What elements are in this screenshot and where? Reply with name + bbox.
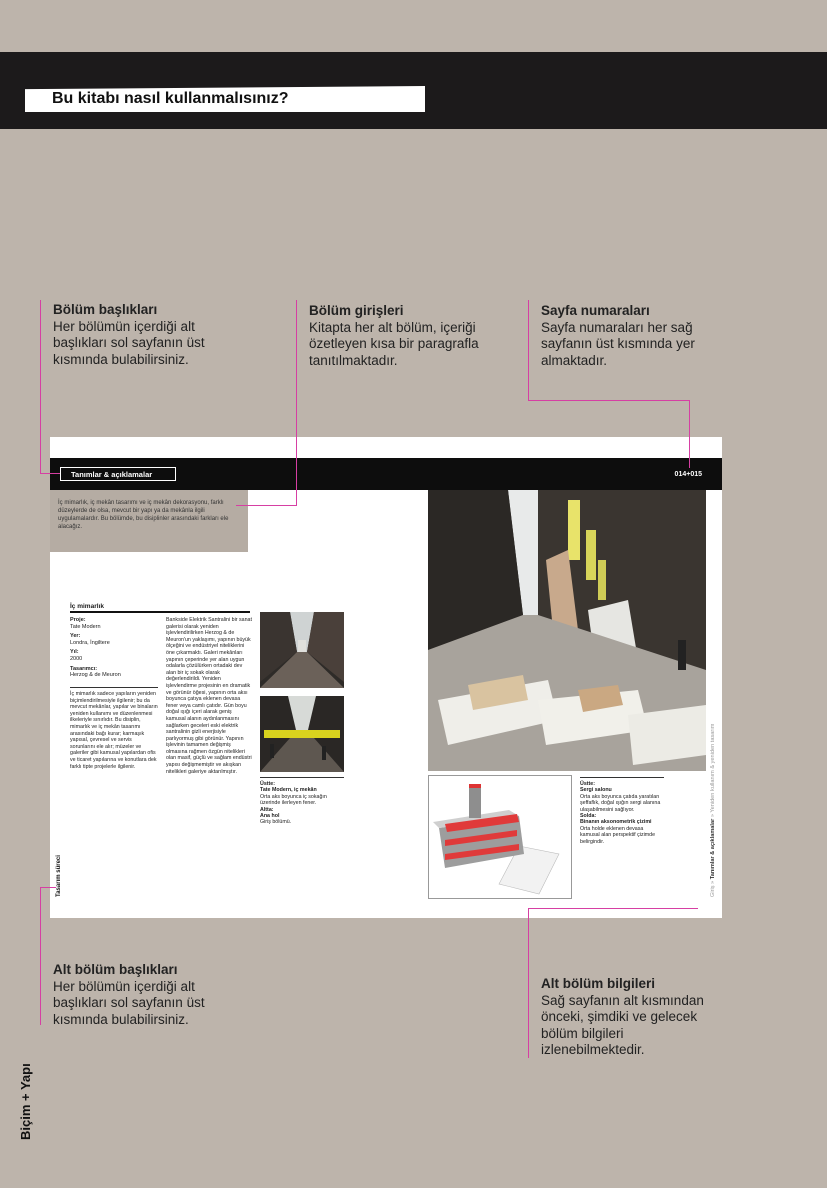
leader-line xyxy=(40,887,41,1025)
caption-title: Binanın aksonometrik çizimi xyxy=(580,819,652,826)
caption-title: Ana hol xyxy=(260,813,280,820)
annotation-heading: Alt bölüm başlıkları xyxy=(53,962,178,977)
annotation-text: Kitapta her alt bölüm, içeriği özetleyen kısa bir paragrafla tanıtılmaktadır. xyxy=(309,319,479,368)
leader-line xyxy=(528,300,529,401)
body-column-2: Bankside Elektrik Santralini bir sanat galerisi olarak yeniden işlevlendirilirken Herzog & de Meuron'un yaklaşımı, yapının büyük ölçeğini ve endüstriyel niteliklerini öne çıkarmaktı. Galeri mekânları yapının çeperinde yer alan uygun odalarla çözülürken ortadaki dev alan bir iç sokak olarak değerlendirildi. Yeniden işlevlendirme projesinin en dramatik ve görünür öğesi, yapının orta aksı boyunca çatıya eklenen devasa fener veya camlı çatıdır. Gün boyu doğal ışığı içeri alarak geniş kamusal alanın aydınlanmasını sağlarken geceleri eski elektrik santralinin gizli enerjisiyle parlıyormuş gibi görünür. Yapının işlevinin tamamen değişmiş olmasına rağmen özgün nitelikleri olan masif, güçlü ve sağlam endüstri yapısı değişmemiştir ve akışkan nitelikleri galeriye aktarılmıştır. xyxy=(166,617,252,775)
caption-title: Sergi salonu xyxy=(580,787,612,794)
annotation-text: Her bölümün içerdiği alt başlıkları sol sayfanın üst kısmında bulabilirsiniz. xyxy=(53,318,205,367)
caption-text: Orta aks boyunca çatıda yaratılan şeffaflık, doğal ışığın sergi alanına ulaşabilmesini sağlıyor. xyxy=(580,793,661,813)
body-column-1: İç mimarlık sadece yapıların yeniden biçimlendirilmesiyle ilgilenir; bu da mevcut mekânlar, yapılar ve binaların yeniden kullanımı ve düzenlenmesi ilkeleriyle sınırlıdır. Bu disiplin, mimarlık ve iç mekân tasarımı arasındaki bağı kurar; karmaşık yapısal, çevresel ve servis sorunlarını ele alır; müzeler ve galeriler gibi kamusal yapılardan ofis ve ticaret yapılarına ve konutlara dek farklı tipte projelerle ilgilenir. xyxy=(70,687,158,770)
meta-label: Tasarımcı: xyxy=(70,665,98,672)
annotation-heading: Bölüm girişleri xyxy=(309,303,404,318)
meta-label: Yıl: xyxy=(70,649,79,656)
caption-label: Altta: xyxy=(260,806,274,813)
leader-line xyxy=(40,473,60,474)
leader-line xyxy=(40,300,41,474)
meta-value: Herzog & de Meuron xyxy=(70,672,121,679)
main-hall-photo-thumbnail xyxy=(260,696,344,772)
project-meta xyxy=(70,617,158,682)
annotation-text: Her bölümün içerdiği alt başlıkları sol sayfanın üst kısmında bulabilirsiniz. xyxy=(53,978,205,1027)
annotation-section-intros xyxy=(309,303,489,369)
right-page xyxy=(428,437,722,918)
left-vertical-label: Tasarım süreci xyxy=(56,855,62,897)
interior-photo-thumbnail xyxy=(260,612,344,688)
meta-value: 2000 xyxy=(70,655,83,662)
meta-value: Tate Modern xyxy=(70,623,101,630)
annotation-text: Sayfa numaraları her sağ sayfanın üst kısmında yer almaktadır. xyxy=(541,319,695,368)
caption-text: Giriş bölümü. xyxy=(260,819,292,826)
annotation-heading: Sayfa numaraları xyxy=(541,303,650,318)
caption-label: Üstte: xyxy=(260,781,276,787)
side-footer-label: Biçim + Yapı xyxy=(18,1063,33,1140)
left-caption xyxy=(260,777,344,826)
caption-label: Solda: xyxy=(580,813,597,820)
exhibition-hall-photo xyxy=(428,490,706,771)
leader-line xyxy=(689,400,690,468)
crumb-current: Tanımlar & açıklamalar xyxy=(710,818,716,880)
section-heading: İç mimarlık xyxy=(70,603,250,613)
caption-title: Tate Modern, iç mekân xyxy=(260,787,317,794)
leader-line xyxy=(236,505,296,506)
caption-text: Orta aks boyunca iç sokağın üzerinde ilerleyen fener. xyxy=(260,793,327,807)
caption-label: Üstte: xyxy=(580,781,596,787)
intro-text: İç mimarlık, iç mekân tasarımı ve iç mekân dekorasyonu, farklı düzeylerde de olsa, mevcut bir yapı ya da mekânla ilgili uygulamalardır. Bu bölümde, bu disiplinler arasındaki farkları ele alacağız. xyxy=(58,500,229,530)
leader-line xyxy=(528,908,698,909)
crumb-prev: Giriş » xyxy=(710,880,716,897)
leader-line xyxy=(40,887,56,888)
annotation-section-titles xyxy=(53,302,233,368)
right-caption xyxy=(580,777,664,845)
annotation-page-numbers xyxy=(541,303,711,369)
leader-line xyxy=(528,400,690,401)
left-page xyxy=(50,437,430,918)
annotation-heading: Alt bölüm bilgileri xyxy=(541,976,655,991)
axonometric-drawing xyxy=(428,775,572,899)
section-tab: Tanımlar & açıklamalar xyxy=(60,467,176,481)
leader-line xyxy=(296,300,297,506)
annotation-subsection-titles xyxy=(53,962,233,1028)
annotation-subsection-info xyxy=(541,976,711,1059)
annotation-text: Sağ sayfanın alt kısmından önceki, şimdiki ve gelecek bölüm bilgileri izlenebilmektedir. xyxy=(541,992,704,1057)
page-number: 014+015 xyxy=(674,471,702,478)
meta-label: Proje: xyxy=(70,617,86,623)
annotation-heading: Bölüm başlıkları xyxy=(53,302,158,317)
meta-value: Londra, İngiltere xyxy=(70,639,110,646)
caption-text: Orta holde eklenen devasa kamusal alan perspektif çizimde belirgindir. xyxy=(580,825,656,845)
section-breadcrumb xyxy=(710,724,716,897)
page-title: Bu kitabı nasıl kullanmalısınız? xyxy=(52,90,289,107)
leader-line xyxy=(528,908,529,1058)
meta-label: Yer: xyxy=(70,633,81,640)
crumb-next: » Yeniden kullanım & yeniden tasarım xyxy=(710,723,716,818)
